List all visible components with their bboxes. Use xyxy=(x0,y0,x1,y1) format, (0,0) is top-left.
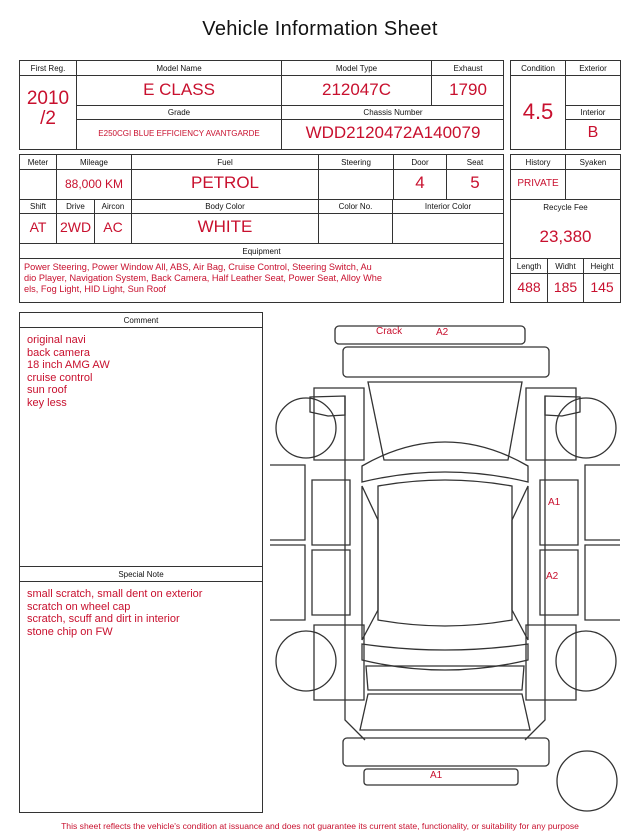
special-note-label: Special Note xyxy=(118,570,164,579)
body-color-value: WHITE xyxy=(197,217,253,236)
condition-value: 4.5 xyxy=(522,99,554,124)
left-pillar xyxy=(362,486,378,640)
car-damage-diagram xyxy=(270,318,620,813)
chassis-label: Chassis Number xyxy=(363,108,423,117)
special-note-line: scratch, scuff and dirt in interior xyxy=(27,613,180,625)
left-rear-fender xyxy=(314,625,364,700)
history-table xyxy=(510,154,621,303)
height-value: 145 xyxy=(590,279,614,295)
rear-bumper xyxy=(343,738,549,766)
grade-value: E250CGI BLUE EFFICIENCY AVANTGARDE xyxy=(98,129,260,138)
right-pillar xyxy=(512,486,528,640)
syaken-label: Syaken xyxy=(579,158,607,167)
model-type-value: 212047C xyxy=(321,80,391,99)
mileage-value: 88,000 KM xyxy=(64,177,124,191)
damage-mark-right-rear-door: A2 xyxy=(546,571,559,582)
equipment-line: Power Steering, Power Window All, ABS, Air Bag, Cruise Control, Steering Switch, Au xyxy=(24,262,372,272)
seat-label: Seat xyxy=(466,158,484,167)
hood xyxy=(368,382,522,460)
interior-value: B xyxy=(587,124,599,141)
aircon-value: AC xyxy=(103,219,123,235)
special-note-line: small scratch, small dent on exterior xyxy=(27,588,203,600)
fuel-label: Fuel xyxy=(217,158,233,167)
front-bumper xyxy=(343,347,549,377)
comment-line: back camera xyxy=(27,346,90,359)
main-info-table xyxy=(19,60,504,150)
equipment-label: Equipment xyxy=(242,247,281,256)
recycle-fee-value: 23,380 xyxy=(539,227,592,246)
comment-line: sun roof xyxy=(27,384,67,396)
height-label: Height xyxy=(590,262,614,271)
right-rear-door-panel xyxy=(585,545,620,620)
meter-label: Meter xyxy=(27,158,49,167)
width-label: Widht xyxy=(555,262,576,271)
first-reg-month: /2 xyxy=(40,108,56,129)
comment-line: 18 inch AMG AW xyxy=(27,359,110,371)
damage-mark-front: A2 xyxy=(436,327,449,338)
right-front-door-panel xyxy=(585,465,620,540)
door-value: 4 xyxy=(415,173,425,192)
length-value: 488 xyxy=(517,279,541,295)
width-value: 185 xyxy=(553,279,578,295)
model-name-label: Model Name xyxy=(156,64,202,73)
seat-value: 5 xyxy=(470,173,480,192)
history-value: PRIVATE xyxy=(517,178,559,189)
grade-label: Grade xyxy=(167,108,191,117)
special-note-line: scratch on wheel cap xyxy=(27,600,131,613)
comment-box xyxy=(19,312,263,813)
drive-value: 2WD xyxy=(59,219,92,235)
aircon-label: Aircon xyxy=(101,202,125,211)
equipment-line: dio Player, Navigation System, Back Camera, Half Leather Seat, Power Seat, Alloy Whe xyxy=(24,273,382,283)
shift-value: AT xyxy=(29,219,47,235)
first-reg-label: First Reg. xyxy=(30,64,66,73)
length-label: Length xyxy=(516,262,542,271)
special-note-list xyxy=(27,588,257,638)
left-front-fender xyxy=(314,388,364,460)
fuel-value: PETROL xyxy=(190,173,260,192)
special-note-line: stone chip on FW xyxy=(27,625,113,638)
left-front-door xyxy=(312,480,350,545)
interior-color-label: Interior Color xyxy=(424,202,472,211)
steering-label: Steering xyxy=(341,158,371,167)
right-front-door xyxy=(540,480,578,545)
comment-line: original navi xyxy=(27,334,86,346)
comment-label: Comment xyxy=(123,316,159,325)
front-bumper-top xyxy=(335,326,525,344)
door-label: Door xyxy=(411,158,429,167)
body-color-label: Body Color xyxy=(205,202,245,211)
right-rear-door xyxy=(540,550,578,615)
comment-list xyxy=(27,334,257,409)
comment-line: key less xyxy=(27,396,67,409)
damage-mark-right-front-door: A1 xyxy=(548,497,561,508)
disclaimer-footer: This sheet reflects the vehicle's condition at issuance and does not guarantee its current state, functionality, or suitability for any purpose xyxy=(61,821,579,831)
left-rear-door-panel xyxy=(270,545,305,620)
model-name-value: E CLASS xyxy=(143,80,215,99)
model-type-label: Model Type xyxy=(335,64,378,73)
wheel-front-left xyxy=(276,398,336,458)
wheel-rear-right xyxy=(556,631,616,691)
recycle-fee-label: Recycle Fee xyxy=(543,203,588,212)
windshield xyxy=(362,442,528,482)
interior-label: Interior xyxy=(580,108,606,117)
trunk-lid xyxy=(360,694,530,730)
right-mirror xyxy=(545,396,580,416)
condition-table xyxy=(510,60,621,150)
spare-wheel xyxy=(557,751,617,811)
spec-table xyxy=(19,154,504,303)
condition-label: Condition xyxy=(521,64,555,73)
exterior-label: Exterior xyxy=(579,64,607,73)
color-no-label: Color No. xyxy=(338,202,373,211)
damage-mark-rear-bumper: A1 xyxy=(430,770,443,781)
chassis-value: WDD2120472A140079 xyxy=(305,123,481,142)
first-reg-value xyxy=(20,89,76,129)
shift-label: Shift xyxy=(29,202,46,211)
exhaust-label: Exhaust xyxy=(453,64,483,73)
right-front-fender xyxy=(526,388,576,460)
history-label: History xyxy=(525,158,551,167)
drive-label: Drive xyxy=(66,202,85,211)
comment-line: cruise control xyxy=(27,371,93,384)
page-title: Vehicle Information Sheet xyxy=(202,18,438,40)
roof xyxy=(378,480,512,626)
left-front-door-panel xyxy=(270,465,305,540)
exhaust-value: 1790 xyxy=(449,80,487,99)
damage-mark-crack: Crack xyxy=(376,326,403,337)
mileage-label: Mileage xyxy=(79,158,108,167)
equipment-line: els, Fog Light, HID Light, Sun Roof xyxy=(24,284,166,294)
first-reg-year: 2010 xyxy=(26,88,70,109)
wheel-front-right xyxy=(556,398,616,458)
left-rear-door xyxy=(312,550,350,615)
wheel-rear-left xyxy=(276,631,336,691)
equipment-list xyxy=(24,262,502,295)
